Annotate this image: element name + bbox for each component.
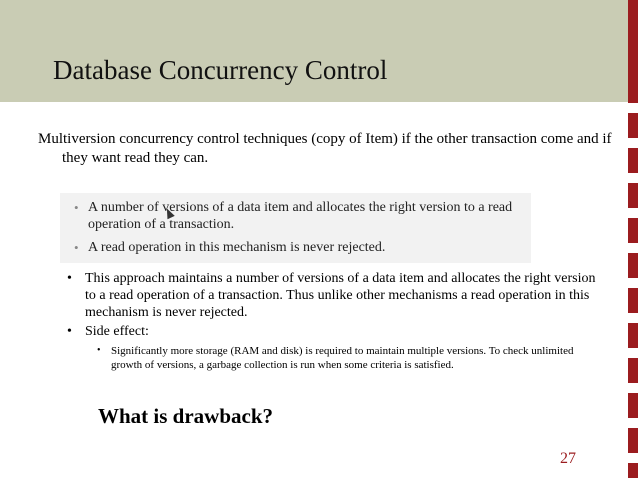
- accent-bar-tick: [628, 418, 638, 428]
- accent-bar-tick: [628, 173, 638, 183]
- bullet-text: Side effect:: [85, 324, 149, 339]
- accent-bar-tick: [628, 383, 638, 393]
- accent-bar-tick: [628, 103, 638, 113]
- page-number: 27: [560, 450, 576, 467]
- bullet-glyph: •: [67, 271, 72, 286]
- intro-paragraph: Multiversion concurrency control techniques (copy of Item) if the other transaction come and if they want read they can.: [38, 131, 612, 166]
- sub-bullet-text: Significantly more storage (RAM and disk) is required to maintain multiple versions. To check unlimited growth of versions, a garbage collection is run when some criteria is satisfied.: [111, 345, 574, 371]
- bullet-glyph: •: [74, 200, 79, 215]
- accent-bar-tick: [628, 313, 638, 323]
- accent-bar-tick: [628, 243, 638, 253]
- accent-bar-tick: [628, 208, 638, 218]
- bullet-text: This approach maintains a number of versions of a data item and allocates the right version to a read operation of a transaction. Thus unlike other mechanisms a read operation in this mechanism is never rejected.: [85, 271, 596, 320]
- title-bar: [0, 0, 628, 102]
- bullet-item: [67, 323, 597, 340]
- screenshot-line: A number of versions of a data item and allocates the right version to a read: [88, 200, 513, 215]
- bullet-list: [67, 270, 597, 372]
- accent-bar-tick: [628, 348, 638, 358]
- accent-bar-tick: [628, 138, 638, 148]
- sub-bullet-item: [67, 344, 597, 372]
- bullet-glyph: •: [67, 324, 72, 339]
- accent-bar-tick: [628, 453, 638, 463]
- bullet-item: [67, 270, 597, 321]
- screenshot-line: operation of a transaction.: [88, 217, 235, 232]
- embedded-screenshot: [60, 193, 531, 263]
- bullet-glyph: •: [74, 240, 79, 255]
- slide-title: Database Concurrency Control: [53, 55, 388, 85]
- accent-bar: [628, 0, 638, 478]
- screenshot-line: A read operation in this mechanism is never rejected.: [88, 240, 386, 255]
- bullet-glyph: •: [97, 345, 101, 356]
- question-heading: What is drawback?: [98, 404, 274, 428]
- accent-bar-tick: [628, 278, 638, 288]
